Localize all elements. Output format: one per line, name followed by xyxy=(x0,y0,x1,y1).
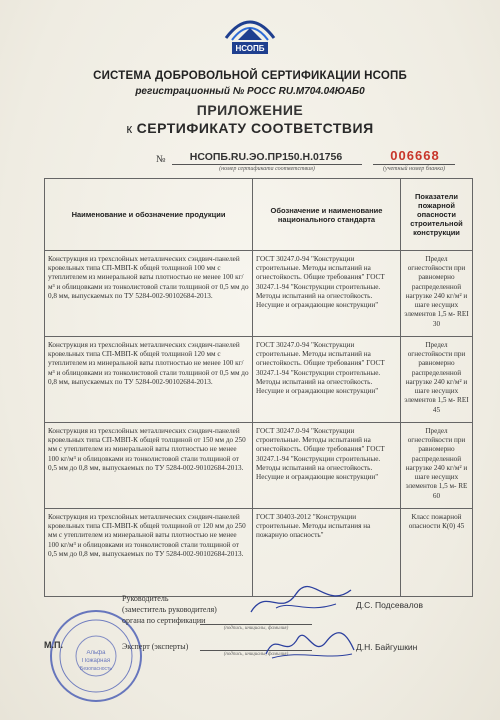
product-cell: Конструкция из трехслойных металлических сэндвич-панелей кровельных типа СП-МВП-К общей толщиной от 120 мм до 250 мм с утеплителем из минеральной ваты плотностью не менее 100 кг/м³ и облицовками из тонколистовой стали толщиной от 0,5 мм до 0,8 мм, выпускаемых по ТУ 5284-002-90102684-2013. xyxy=(45,509,253,597)
certificate-heading-text: СЕРТИФИКАТУ СООТВЕТСТВИЯ xyxy=(136,120,374,136)
registration-number: регистрационный № РОСС RU.М704.04ЮАБ0 xyxy=(135,86,365,97)
column-header-standard: Обозначение и наименование национального стандарта xyxy=(253,179,401,251)
certificate-heading-prefix: к xyxy=(126,121,137,136)
expert-role: Эксперт (эксперты) xyxy=(122,642,189,651)
form-number-caption: (учетный номер бланка) xyxy=(383,166,445,172)
svg-text:Альфа: Альфа xyxy=(86,650,106,656)
expert-signature-caption: (подпись, инициалы, фамилия) xyxy=(223,652,289,657)
appendix-heading: ПРИЛОЖЕНИЕ xyxy=(196,102,304,118)
table-row xyxy=(45,251,473,337)
product-cell: Конструкция из трехслойных металлических сэндвич-панелей кровельных типа СП-МВП-К общей толщиной 100 мм с утеплителем из минеральной ваты плотностью не менее 100 кг/м³ и облицовками из тонколистовой стали толщиной от 0,5 мм до 0,8 мм, выпускаемых по ТУ 5284-002-90102684-2013. xyxy=(45,251,253,337)
system-title: СИСТЕМА ДОБРОВОЛЬНОЙ СЕРТИФИКАЦИИ НСОПБ xyxy=(93,70,407,82)
form-number-line xyxy=(373,164,455,165)
head-signature-icon xyxy=(246,582,356,622)
column-header-product: Наименование и обозначение продукции xyxy=(45,179,253,251)
column-header-indicator: Показатели пожарной опасности строительной конструкции xyxy=(401,179,473,251)
standard-cell: ГОСТ 30247.0-94 "Конструкции строительные. Методы испытаний на огнестойкость. Общие требования" ГОСТ 30247.1-94 "Конструкции строительные. Методы испытаний на огнестойкость. Несущие и ограждающие конструкции" xyxy=(253,251,401,337)
signature-block xyxy=(0,590,500,720)
certificate-number-line xyxy=(172,164,362,165)
standard-cell: ГОСТ 30247.0-94 "Конструкции строительные. Методы испытаний на огнестойкость. Общие требования" ГОСТ 30247.1-94 "Конструкции строительные. Методы испытаний на огнестойкость. Несущие и ограждающие конструкции" xyxy=(253,423,401,509)
svg-text:Безопасность: Безопасность xyxy=(80,666,112,672)
head-role-line-3: органа по сертификации xyxy=(122,616,206,625)
head-role-line-1: Руководитель xyxy=(122,594,169,603)
nsopb-logo xyxy=(218,10,282,60)
head-role-line-2: (заместитель руководителя) xyxy=(122,605,217,614)
number-row xyxy=(0,148,500,176)
standard-cell: ГОСТ 30403-2012 "Конструкции строительные. Методы испытания на пожарную опасность" xyxy=(253,509,401,597)
table-row xyxy=(45,337,473,423)
head-signature-caption: (подпись, инициалы, фамилия) xyxy=(223,626,289,631)
expert-signature-icon xyxy=(262,620,358,664)
certificate-number-caption: (номер сертификата соответствия) xyxy=(219,166,315,172)
indicator-cell: Предел огнестойкости при равномерно распределенной нагрузке 240 кг/м² и шаге несущих элементов 1,5 м- REI 45 xyxy=(401,337,473,423)
form-number: 006668 xyxy=(390,148,440,163)
number-sign: № xyxy=(156,154,166,165)
products-table xyxy=(44,178,473,597)
product-cell: Конструкция из трехслойных металлических сэндвич-панелей кровельных типа СП-МВП-К общей толщиной от 150 мм до 250 мм с утеплителем из минеральной ваты плотностью не менее 100 кг/м³ и облицовками из тонколистовой стали толщиной от 0,5 мм до 0,8 мм, выпускаемых по ТУ 5284-002-90102684-2013. xyxy=(45,423,253,509)
standard-cell: ГОСТ 30247.0-94 "Конструкции строительные. Методы испытаний на огнестойкость. Общие требования" ГОСТ 30247.1-94 "Конструкции строительные. Методы испытаний на огнестойкость. Несущие и ограждающие конструкции" xyxy=(253,337,401,423)
table-header-row xyxy=(45,179,473,251)
stamp-place-label: М.П. xyxy=(44,640,63,650)
head-name: Д.С. Подсевалов xyxy=(356,600,424,610)
svg-text:Пожарная: Пожарная xyxy=(81,658,111,664)
expert-name: Д.Н. Байгушкин xyxy=(356,642,418,652)
indicator-cell: Класс пожарной опасности К(0) 45 xyxy=(401,509,473,597)
indicator-cell: Предел огнестойкости при равномерно распределенной нагрузке 240 кг/м² и шаге несущих элементов 1,5 м- REI 30 xyxy=(401,251,473,337)
table-row xyxy=(45,423,473,509)
logo-text: НСОПБ xyxy=(235,44,265,53)
certificate-number: НСОПБ.RU.ЭО.ПР150.Н.01756 xyxy=(189,151,343,163)
product-cell: Конструкция из трехслойных металлических сэндвич-панелей кровельных типа СП-МВП-К общей толщиной 120 мм с утеплителем из минеральной ваты плотностью не менее 100 кг/м³ и облицовками из тонколистовой стали толщиной от 0,5 мм до 0,8 мм, выпускаемых по ТУ 5284-002-90102684-2013. xyxy=(45,337,253,423)
certificate-heading xyxy=(0,120,500,136)
indicator-cell: Предел огнестойкости при равномерно распределенной нагрузке 240 кг/м² и шаге несущих элементов 1,5 м- RE 60 xyxy=(401,423,473,509)
